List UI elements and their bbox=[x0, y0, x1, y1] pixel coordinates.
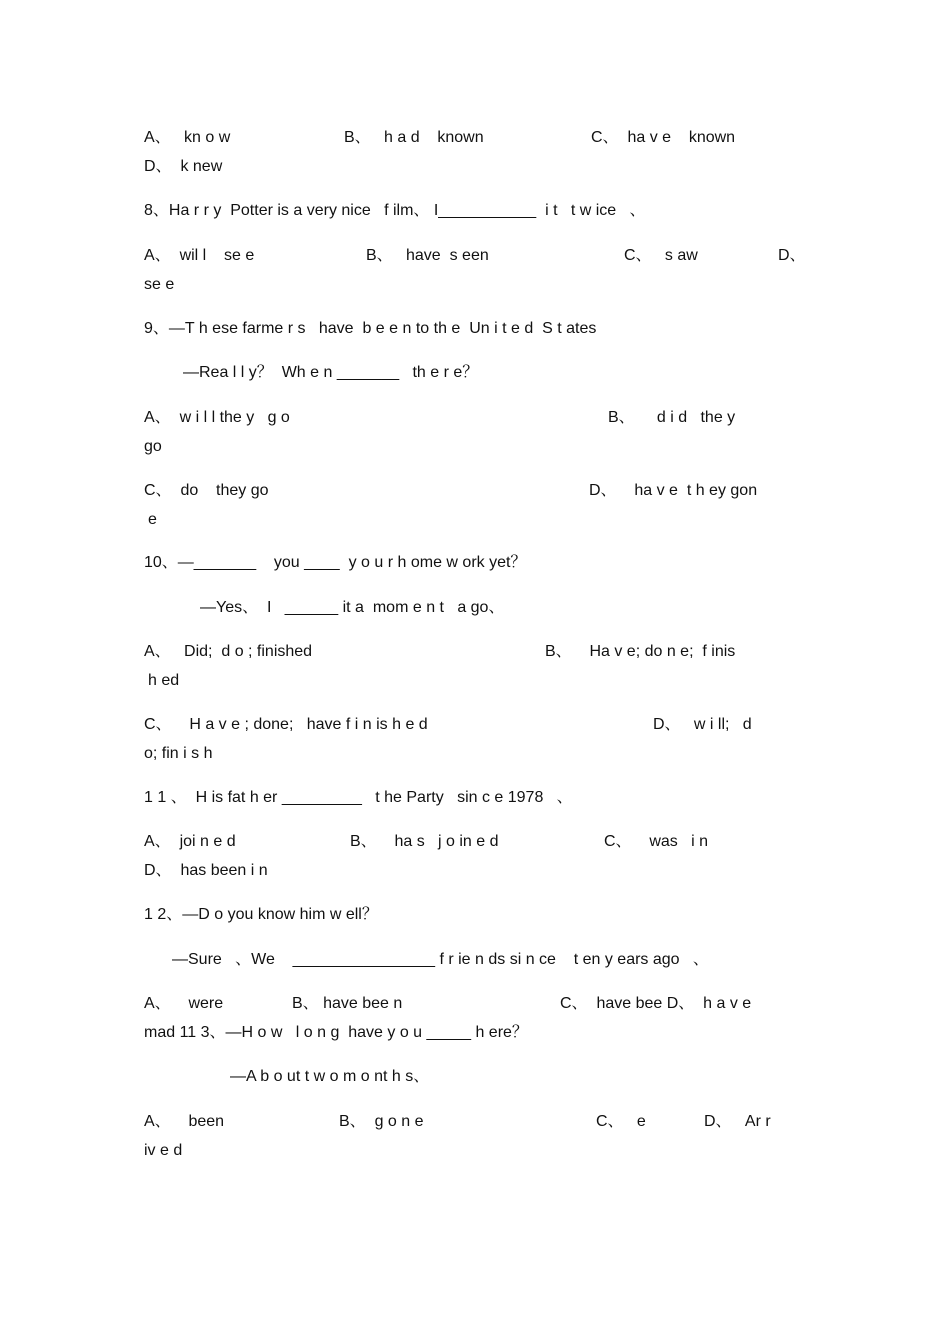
text-line: C、 have bee D、 h a v e bbox=[560, 995, 752, 1012]
text-line: A、 Did; d o ; finished bbox=[144, 643, 313, 660]
text-line: B、 g o n e bbox=[339, 1113, 424, 1130]
text-line: h ed bbox=[148, 672, 180, 689]
text-line: o; fin i s h bbox=[144, 745, 213, 762]
text-line: B、 d i d the y bbox=[608, 409, 736, 426]
text-line: B、 have s een bbox=[366, 247, 489, 264]
text-line: iv e d bbox=[144, 1142, 183, 1159]
text-line: 10、—_______ you ____ y o u r h ome w ork yet？ bbox=[144, 554, 527, 571]
text-line: D、 ha v e t h ey gon bbox=[589, 482, 758, 499]
text-line: A、 were bbox=[144, 995, 224, 1012]
text-line: —Yes、 I ______ it a mom e n t a go、 bbox=[200, 599, 505, 616]
text-line: D、 has been i n bbox=[144, 862, 268, 879]
text-line: A、 joi n e d bbox=[144, 833, 236, 850]
text-line: A、 w i l l the y g o bbox=[144, 409, 290, 426]
text-line: 8、Ha r r y Potter is a very nice f ilm、 I___________ i t t w ice 、 bbox=[144, 202, 646, 219]
text-line: C、 do they go bbox=[144, 482, 269, 499]
text-line: D、 k new bbox=[144, 158, 223, 175]
text-line: A、 been bbox=[144, 1113, 225, 1130]
text-line: —Rea l l y？ Wh e n _______ th e r e？ bbox=[183, 364, 479, 381]
text-line: 1 1 、 H is fat h er _________ t he Party sin c e 1978 、 bbox=[144, 789, 573, 806]
text-line: go bbox=[144, 438, 162, 455]
text-line: C、 s aw bbox=[624, 247, 698, 264]
text-line: B、 ha s j o in e d bbox=[350, 833, 499, 850]
text-line: —A b o ut t w o m o nt h s、 bbox=[230, 1068, 430, 1085]
text-line: C、 H a v e ; done; have f i n is h e d bbox=[144, 716, 428, 733]
text-line: 1 2、—D o you know him w ell？ bbox=[144, 906, 378, 923]
text-line: D、 bbox=[778, 247, 806, 264]
text-line: A、 kn o w bbox=[144, 129, 231, 146]
text-line: C、 ha v e known bbox=[591, 129, 736, 146]
text-line: B、 Ha v e; do n e; f inis bbox=[545, 643, 736, 660]
text-line: B、 h a d known bbox=[344, 129, 484, 146]
text-line: B、 have bee n bbox=[292, 995, 403, 1012]
text-line: 9、—T h ese farme r s have b e e n to th e Un i t e d S t ates bbox=[144, 320, 597, 337]
text-line: se e bbox=[144, 276, 175, 293]
text-line: e bbox=[148, 511, 157, 528]
text-line: mad 11 3、—H o w l o n g have y o u _____ h ere？ bbox=[144, 1024, 528, 1041]
text-line: C、 was i n bbox=[604, 833, 709, 850]
text-line: D、 Ar r bbox=[704, 1113, 771, 1130]
text-line: —Sure 、We ________________ f r ie n ds si n ce t en y ears ago 、 bbox=[172, 951, 709, 968]
text-line: D、 w i ll; d bbox=[653, 716, 752, 733]
text-line: C、 e bbox=[596, 1113, 646, 1130]
text-line: A、 wil l se e bbox=[144, 247, 255, 264]
